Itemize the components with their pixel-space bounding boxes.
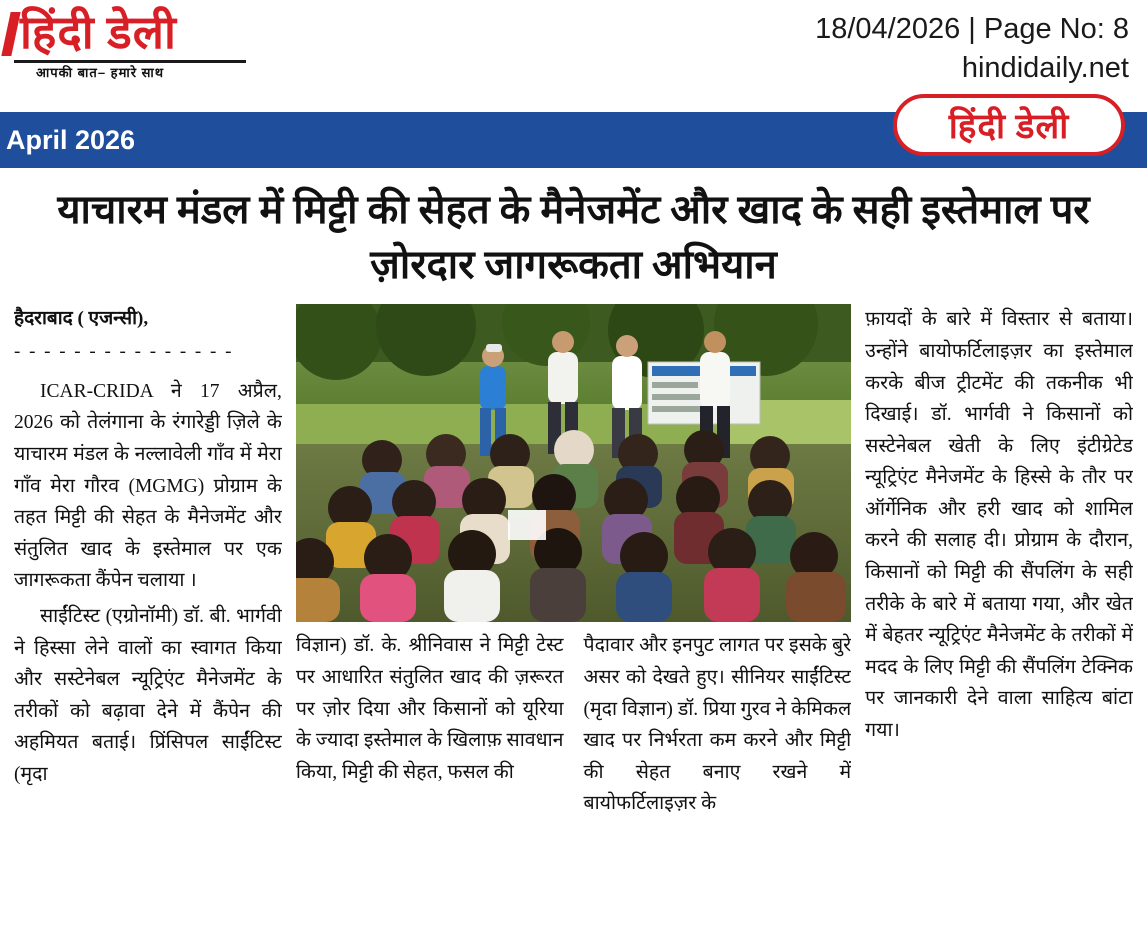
logo-tagline: आपकी बात– हमारे साथ: [36, 65, 165, 80]
month-label: April 2026: [6, 124, 136, 155]
article-photo: [296, 304, 851, 622]
article-column-1: [14, 304, 282, 858]
paragraph: साईंटिस्ट (एग्रोनॉमी) डॉ. बी. भार्गवी ने हिस्सा लेने वालों का स्वागत किया और सस्टेनेबल न्यूट्रिएंट मैनेजमेंट के तरीकों को बढ़ावा देने में कैंपेन की अहमियत बताई। प्रिंसिपल साईंटिस्ट (मृदा: [14, 605, 282, 785]
article-column-2: [296, 630, 564, 823]
website-url: hindidaily.net: [961, 52, 1129, 85]
dateline-divider: - - - - - - - - - - - - - - -: [14, 341, 234, 363]
logo-divider: [14, 60, 246, 63]
logo-text: हिंदी डेली: [14, 10, 177, 56]
paragraph: ICAR-CRIDA ने 17 अप्रैल, 2026 को तेलंगाना के रंगारेड्डी ज़िले के याचारम मंडल के नल्लावेली गाँव में मेरा गाँव मेरा गौरव (MGMG) प्रोग्राम के तहत मिट्टी की सेहत के मैनेजमेंट और संतुलित खाद के इस्तेमाल पर एक जागरूकता कैंपेन चलाया ।: [14, 380, 282, 592]
brand-badge: [893, 94, 1125, 156]
article-column-4: [865, 304, 1133, 858]
article-column-3: [584, 630, 852, 823]
paragraph: पैदावार और इनपुट लागत पर इसके बुरे असर को देखते हुए। सीनियर साईंटिस्ट (मृदा विज्ञान) डॉ. प्रिया गुरव ने केमिकल खाद पर निर्भरता कम करने और मिट्टी की सेहत बनाए रखने में बायोफर्टिलाइज़र के: [583, 635, 852, 815]
page-title: याचारम मंडल में मिट्टी की सेहत के मैनेजमेंट और खाद के सही इस्तेमाल पर ज़ोरदार जागरूकता अभियान: [57, 187, 1090, 288]
article-column-middle: [296, 304, 851, 858]
issue-meta: [815, 10, 1129, 88]
month-ribbon: [0, 106, 1147, 168]
paragraph: विज्ञान) डॉ. के. श्रीनिवास ने मिट्टी टेस्ट पर आधारित संतुलित खाद की ज़रूरत पर ज़ोर दिया और किसानों को यूरिया के ज्यादा इस्तेमाल के खिलाफ़ सावधान किया, मिट्टी की सेहत, फसल की: [295, 635, 564, 783]
issue-date-page: 18/04/2026 | Page No: 8: [815, 13, 1129, 45]
next-article-teaser: [0, 926, 1147, 952]
paragraph: फ़ायदों के बारे में विस्तार से बताया। उन्होंने बायोफर्टिलाइज़र का इस्तेमाल करके बीज ट्रीटमेंट की तकनीक भी दिखाई। डॉ. भार्गवी ने किसानों को सस्टेनेबल खेती के लिए इंटीग्रेटेड न्यूट्रिएंट मैनेजमेंट के हिस्से के तौर पर ऑर्गेनिक और हरी खाद को शामिल करने की सलाह दी। प्रोग्राम के दौरान, किसानों को मिट्टी की सैंपलिंग के सही तरीके के बारे में बताया गया, और खेत में बेहतर न्यूट्रिएंट मैनेजमेंट के तरीकों में मदद के लिए मिट्टी की सैंपलिंग टेक्निक पर जानकारी देने वाला साहित्य बांटा गया।: [865, 309, 1133, 741]
dateline: हैदराबाद ( एजन्सी),: [14, 308, 149, 330]
publication-logo: [14, 7, 246, 80]
article-body: [0, 298, 1147, 858]
photo-illustration: [296, 304, 851, 622]
brand-badge-label: हिंदी डेली: [948, 106, 1070, 146]
middle-text-columns: [296, 630, 851, 823]
